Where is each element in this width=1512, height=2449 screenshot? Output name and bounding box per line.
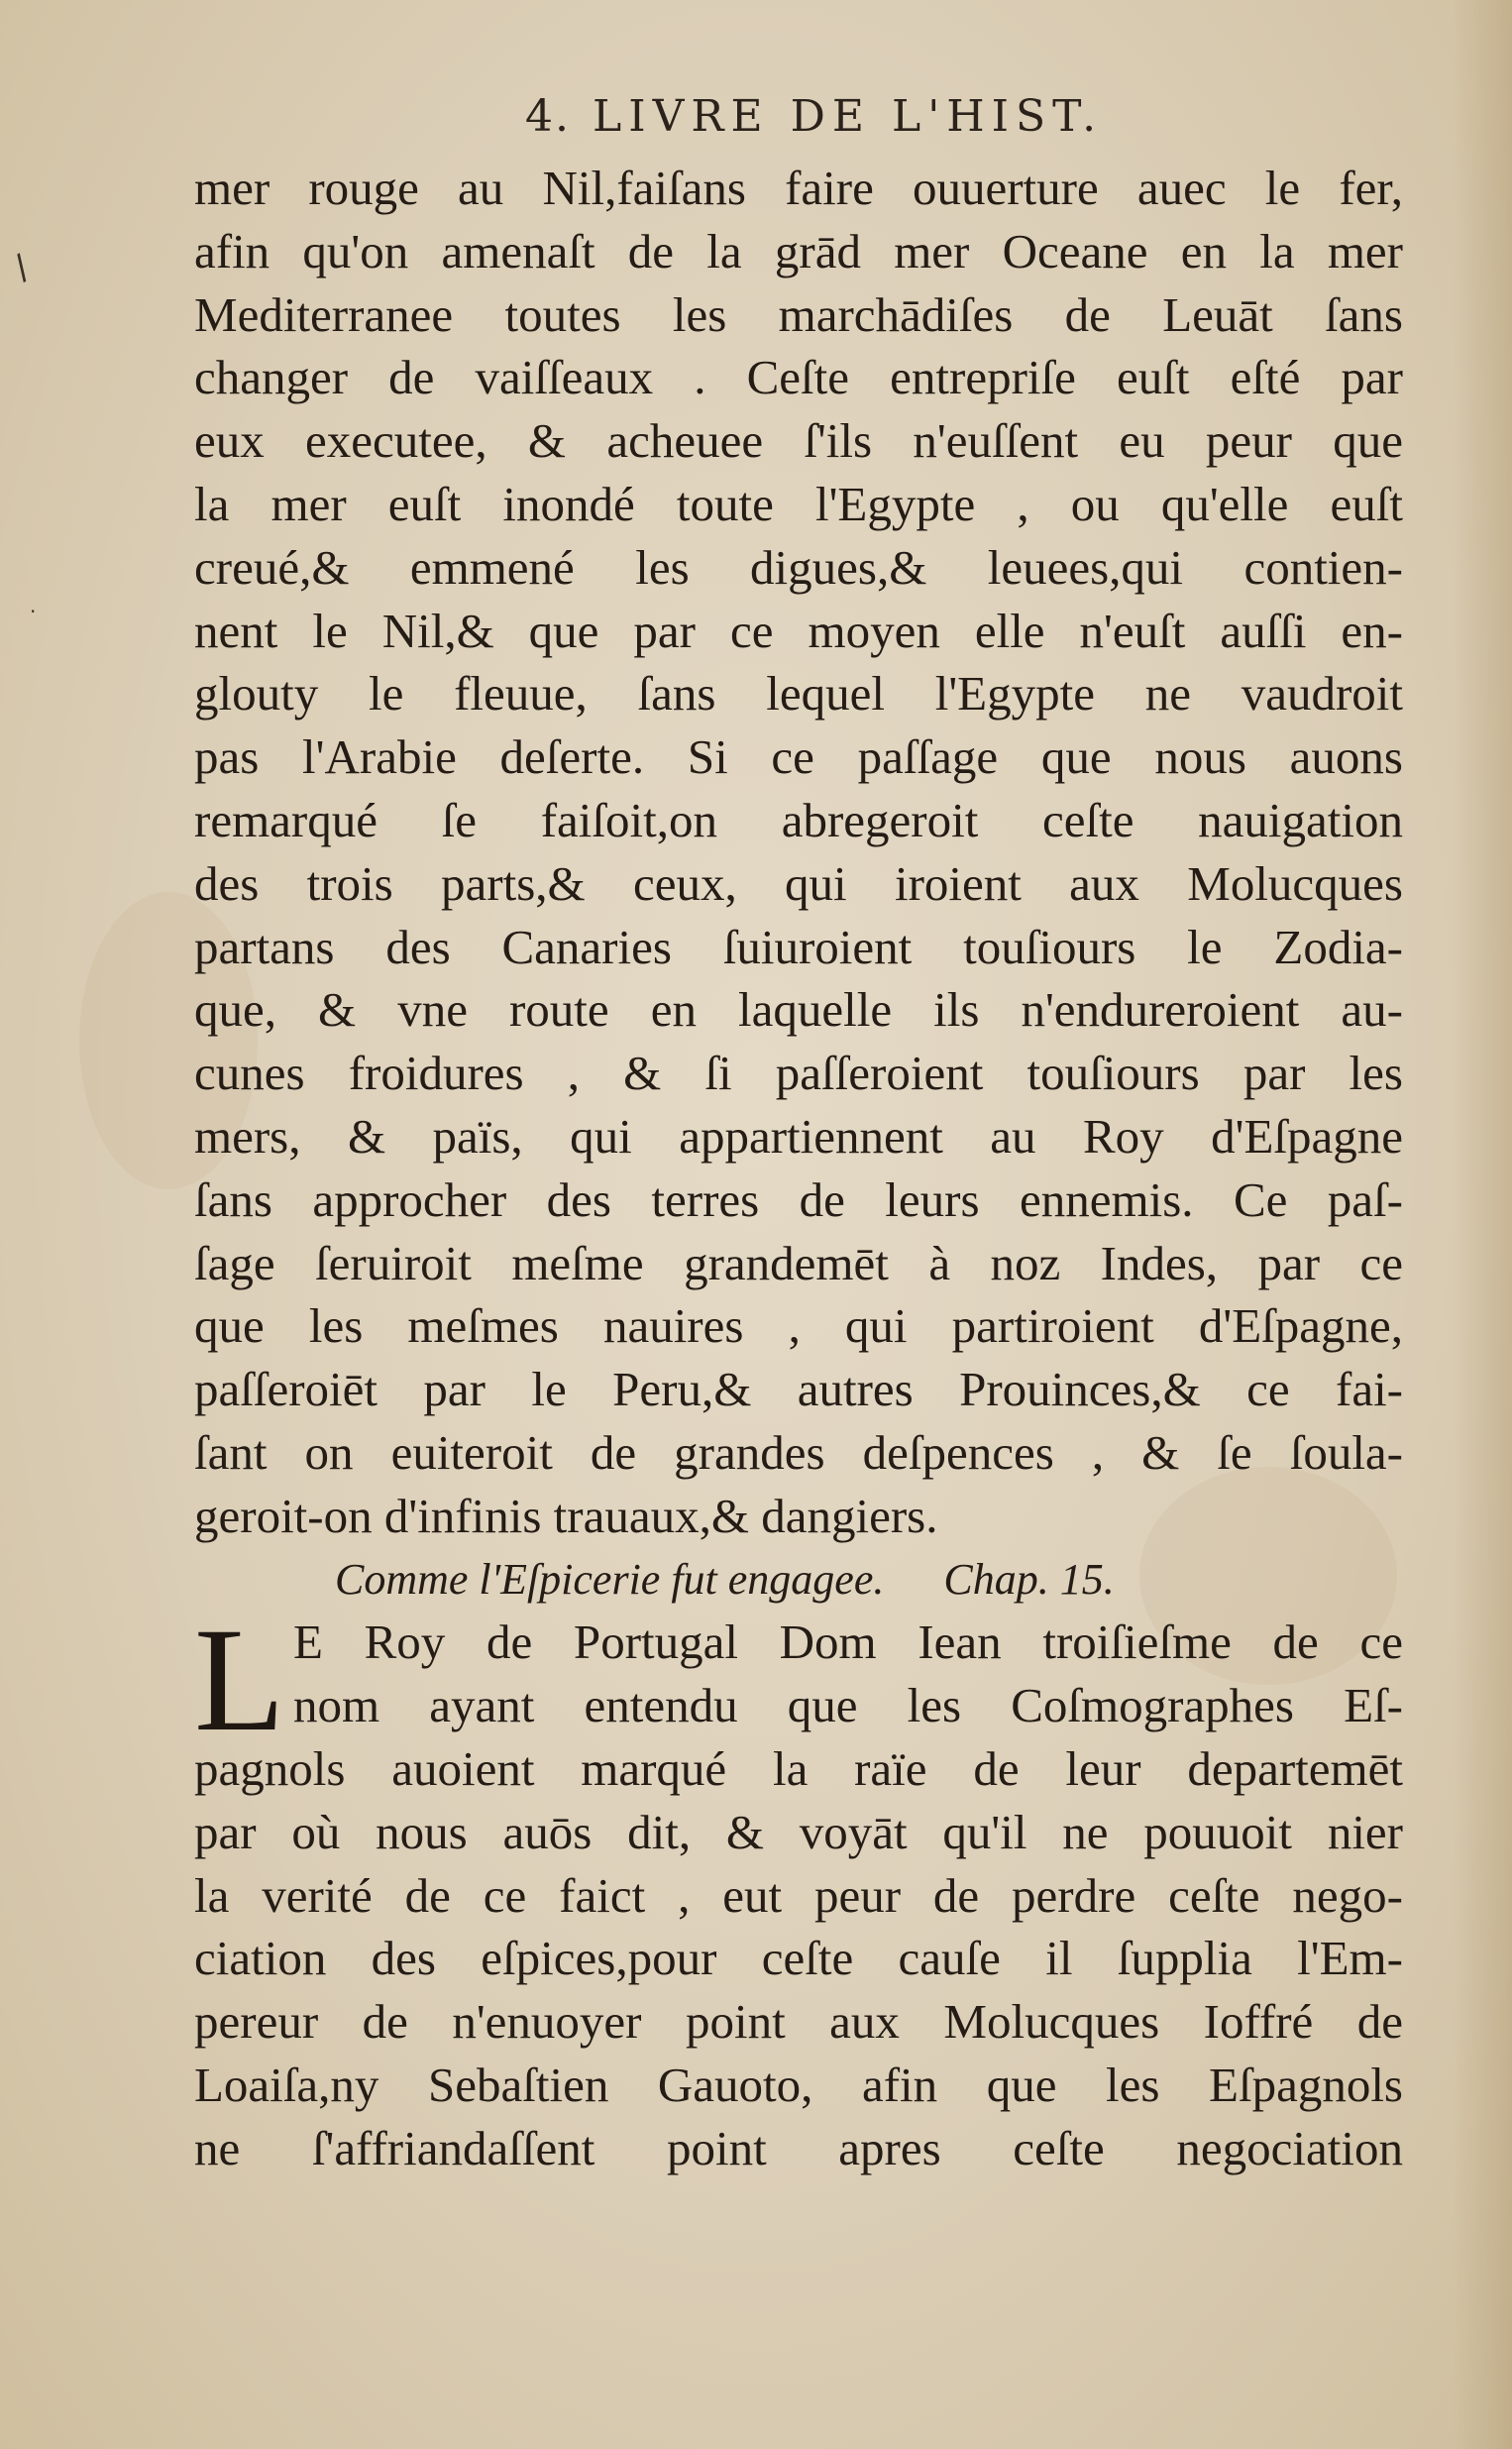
text-line: partans des Canaries ſuiuroient touſiours le Zodia- — [194, 919, 1403, 974]
text-line: nom ayant entendu que les Coſmographes Eſ- — [293, 1678, 1403, 1733]
running-header — [525, 91, 1103, 142]
text-line: des trois parts,& ceux, qui iroient aux Molucques — [194, 855, 1403, 911]
running-title: LIVRE DE L'HIST. — [592, 91, 1104, 142]
text-line: que les meſmes nauires , qui partiroient d'Eſpagne, — [194, 1298, 1403, 1354]
text-line: ſant on euiteroit de grandes deſpences , & ſe ſoula- — [194, 1424, 1403, 1480]
text-line: cunes froidures , & ſi paſſeroient touſiours par les — [194, 1046, 1403, 1101]
text-line: pereur de n'enuoyer point aux Molucques Ioffré de — [194, 1994, 1403, 2050]
page-number: 4. — [525, 91, 571, 142]
chapter-number: Chap. 15. — [943, 1554, 1115, 1604]
text-block — [194, 157, 1403, 2180]
text-line: E Roy de Portugal Dom Iean troiſieſme de ce — [293, 1614, 1403, 1670]
text-line: afin qu'on amenaſt de la grād mer Oceane en la mer — [194, 223, 1403, 278]
page-edge-shade — [1453, 0, 1512, 2449]
text-line: glouty le fleuue, ſans lequel l'Egypte ne vaudroit — [194, 666, 1403, 722]
text-line: mers, & païs, qui appartiennent au Roy d'Eſpagne — [194, 1108, 1403, 1164]
text-line: paſſeroiēt par le Peru,& autres Prouinces,& ce fai- — [194, 1362, 1403, 1417]
margin-mark: / — [6, 247, 37, 288]
text-line: ne ſ'affriandaſſent point apres ceſte negociation — [194, 2120, 1403, 2175]
text-line: pagnols auoient marqué la raïe de leur departemēt — [194, 1740, 1403, 1796]
text-line: eux executee, & acheuee ſ'ils n'euſſent eu peur que — [194, 413, 1403, 469]
text-line: que, & vne route en laquelle ils n'endureroient au- — [194, 982, 1403, 1038]
text-line: ſage ſeruiroit meſme grandemēt à noz Indes, par ce — [194, 1235, 1403, 1290]
text-line: Mediterranee toutes les marchādiſes de Leuāt ſans — [194, 286, 1403, 342]
text-line: creué,& emmené les digues,& leuees,qui contien- — [194, 539, 1403, 595]
chapter-title: Comme l'Eſpicerie fut engagee. — [335, 1554, 885, 1604]
text-line: par où nous auōs dit, & voyāt qu'il ne pouuoit nier — [194, 1804, 1403, 1859]
margin-dot: · — [30, 600, 37, 623]
drop-cap: L — [194, 1598, 285, 1763]
chapter-heading — [194, 1548, 1403, 1612]
text-line: mer rouge au Nil,faiſans faire ouuerture auec le fer, — [194, 161, 1403, 215]
text-line: ſans approcher des terres de leurs ennemis. Ce paſ- — [194, 1171, 1403, 1227]
chapter-paragraph — [194, 1598, 1403, 2179]
text-line: nent le Nil,& que par ce moyen elle n'euſt auſſi en- — [194, 603, 1403, 658]
text-line: ciation des eſpices,pour ceſte cauſe il ſupplia l'Em- — [194, 1931, 1403, 1986]
text-line: la mer euſt inondé toute l'Egypte , ou qu'elle euſt — [194, 476, 1403, 531]
text-line: changer de vaiſſeaux . Ceſte entrepriſe euſt eſté par — [194, 350, 1403, 405]
text-line: remarqué ſe faiſoit,on abregeroit ceſte nauigation — [194, 792, 1403, 847]
text-line: geroit-on d'infinis trauaux,& dangiers. — [194, 1488, 938, 1543]
text-line: la verité de ce faict , eut peur de perdre ceſte nego- — [194, 1867, 1403, 1923]
text-line: pas l'Arabie deſerte. Si ce paſſage que nous auons — [194, 729, 1403, 785]
text-line: Loaiſa,ny Sebaſtien Gauoto, afin que les Eſpagnols — [194, 2057, 1403, 2112]
